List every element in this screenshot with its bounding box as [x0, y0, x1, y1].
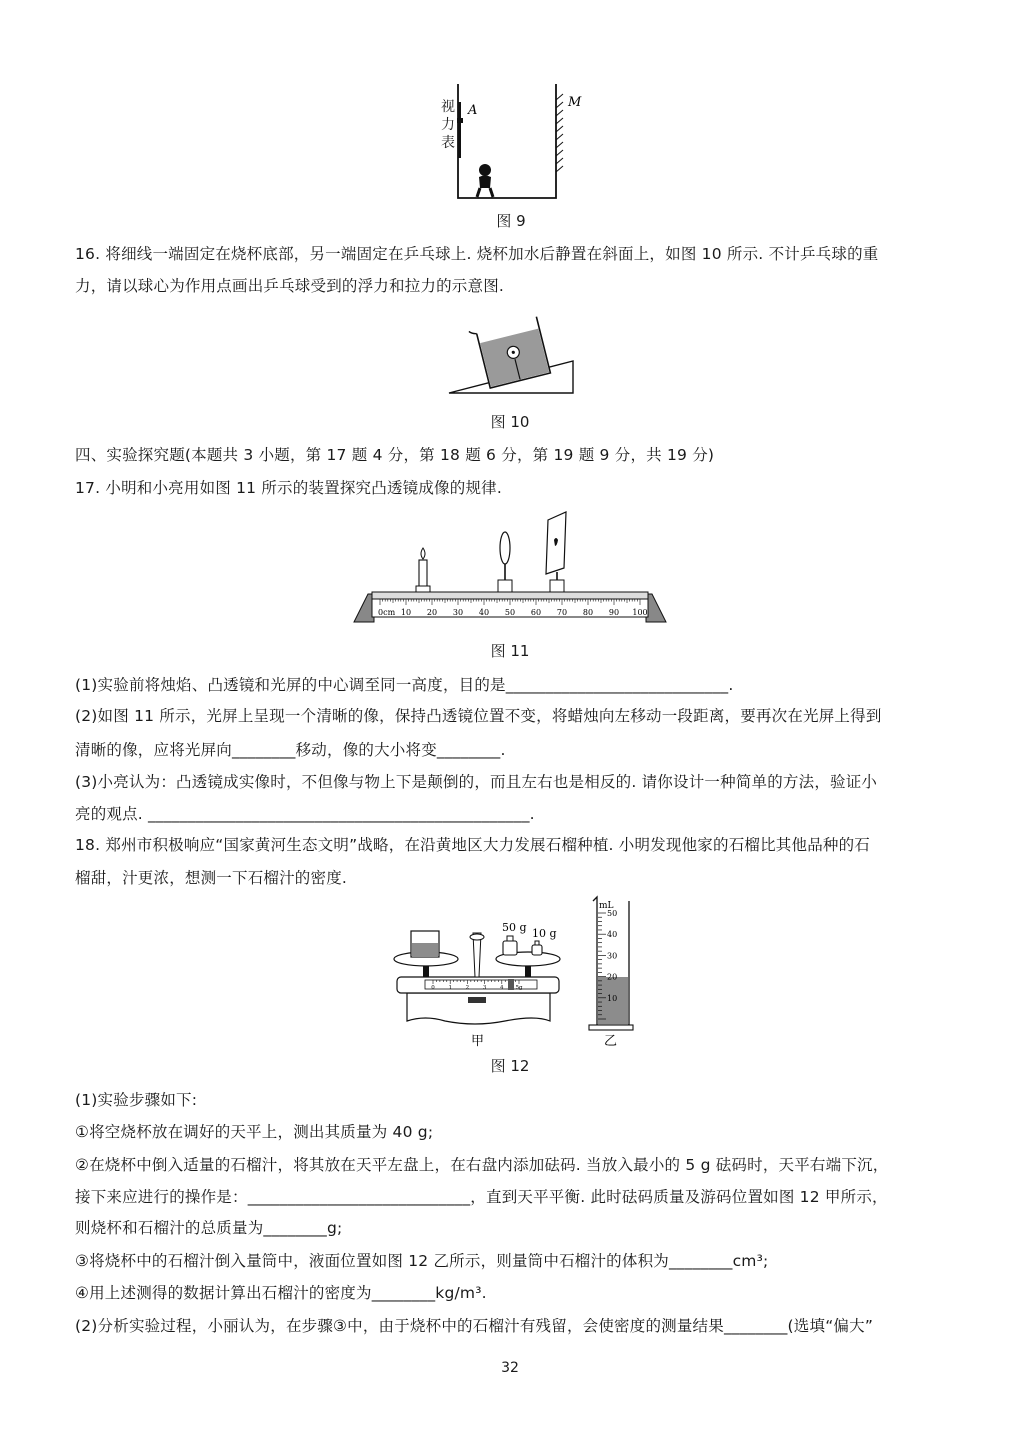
fig11-caption: 图 11: [490, 642, 530, 660]
weight-label-10g: 10 g: [532, 927, 557, 940]
fig12-label-jia: 甲: [471, 1034, 485, 1049]
q18-intro-line2: 榴甜，汁更浓，想测一下石榴汁的密度.: [75, 869, 348, 887]
q18-step2-line2: 接下来应进行的操作是：____________________________，直到天平平衡. 此时砝码质量及游码位置如图 12 甲所示，: [75, 1188, 888, 1206]
q18-step1: ①将空烧杯放在调好的天平上，测出其质量为 40 g;: [75, 1123, 434, 1141]
screen-icon: [546, 512, 566, 592]
q18-step2-line1: ②在烧杯中倒入适量的石榴汁，将其放在天平左盘上，在右盘内添加砝码. 当放入最小的 5 g 砝码时，天平右端下沉，: [75, 1156, 889, 1174]
q18-p2: (2)分析实验过程，小丽认为，在步骤③中，由于烧杯中的石榴汁有残留，会使密度的测量结果________(选填“偏大”: [75, 1317, 874, 1335]
ruler-label: 90: [608, 608, 620, 617]
q18-intro-line1: 18. 郑州市积极响应“国家黄河生态文明”战略，在沿黄地区大力发展石榴种植. 小明发现他家的石榴比其他品种的石: [75, 836, 870, 854]
ruler-label: 80: [582, 608, 594, 617]
cylinder-icon: [589, 897, 633, 1030]
cylinder-label: 20: [607, 972, 618, 982]
fig9-label-m: M: [568, 95, 582, 110]
q17-p3-line1: (3)小亮认为：凸透镜成实像时，不但像与物上下是颠倒的，而且左右也是相反的. 请你设计一种简单的方法，验证小: [75, 773, 878, 791]
section4-title: 四、实验探究题(本题共 3 小题，第 17 题 4 分，第 18 题 6 分，第 19 题 9 分，共 19 分): [75, 446, 715, 464]
beam-label: 5g: [515, 985, 523, 991]
q17-p3-line2: 亮的观点. ________________________________________________.: [75, 805, 535, 823]
q17-p2-line2: 清晰的像，应将光屏向________移动，像的大小将变________.: [75, 741, 506, 759]
q16-line1: 16. 将细线一端固定在烧杯底部，另一端固定在乒乓球上. 烧杯加水后静置在斜面上，如图 10 所示. 不计乒乓球的重: [75, 245, 879, 263]
candle-icon: [416, 548, 430, 592]
beam-label: 3: [482, 985, 487, 991]
q16-line2: 力，请以球心为作用点画出乒乓球受到的浮力和拉力的示意图.: [75, 277, 505, 295]
cylinder-label: 10: [607, 993, 618, 1003]
cylinder-label: 40: [607, 930, 618, 940]
lens-icon: [498, 532, 512, 592]
ruler-label: 70: [556, 608, 568, 617]
q18-step2-line3: 则烧杯和石榴汁的总质量为________g;: [75, 1219, 343, 1237]
q18-step4: ④用上述测得的数据计算出石榴汁的密度为________kg/m³.: [75, 1284, 487, 1302]
person-icon: [477, 164, 493, 197]
ruler-label: 60: [530, 608, 542, 617]
figure-11: [350, 508, 670, 628]
fig12-caption: 图 12: [490, 1057, 530, 1075]
beam-label: 0: [431, 985, 435, 991]
balance-icon: [394, 921, 560, 1024]
q18-step3: ③将烧杯中的石榴汁倒入量筒中，液面位置如图 12 乙所示，则量筒中石榴汁的体积为________cm³;: [75, 1252, 769, 1270]
beam-label: 4: [500, 985, 504, 991]
ruler-label: 100: [632, 608, 648, 617]
ruler-label: 30: [452, 608, 464, 617]
ruler-label: 50: [504, 608, 516, 617]
fig9-label-a: A: [468, 103, 478, 118]
beam-label: 2: [465, 985, 470, 991]
ruler-label: 20: [426, 608, 438, 617]
q17-intro: 17. 小明和小亮用如图 11 所示的装置探究凸透镜成像的规律.: [75, 479, 502, 497]
fig12-label-yi: 乙: [604, 1034, 618, 1049]
figure-12: [385, 893, 645, 1053]
fig9-caption: 图 9: [496, 212, 526, 230]
weight-label-50g: 50 g: [502, 921, 527, 934]
fig10-caption: 图 10: [490, 413, 530, 431]
ruler-label: 0cm: [378, 608, 396, 617]
cylinder-unit: mL: [599, 901, 614, 911]
cylinder-label: 30: [607, 951, 618, 961]
ruler-label: 10: [400, 608, 412, 617]
fig9-screen-label: 视力表: [441, 99, 455, 151]
page-number: 32: [501, 1360, 519, 1376]
beam-label: 1: [448, 985, 452, 991]
q17-p1: (1)实验前将烛焰、凸透镜和光屏的中心调至同一高度，目的是____________________________.: [75, 676, 734, 694]
q17-p2-line1: (2)如图 11 所示，光屏上呈现一个清晰的像，保持凸透镜位置不变，将蜡烛向左移动一段距离，要再次在光屏上得到: [75, 707, 882, 725]
q18-p1: (1)实验步骤如下:: [75, 1091, 198, 1109]
ruler-label: 40: [478, 608, 490, 617]
figure-10: [445, 315, 580, 397]
cylinder-label: 50: [607, 909, 618, 918]
